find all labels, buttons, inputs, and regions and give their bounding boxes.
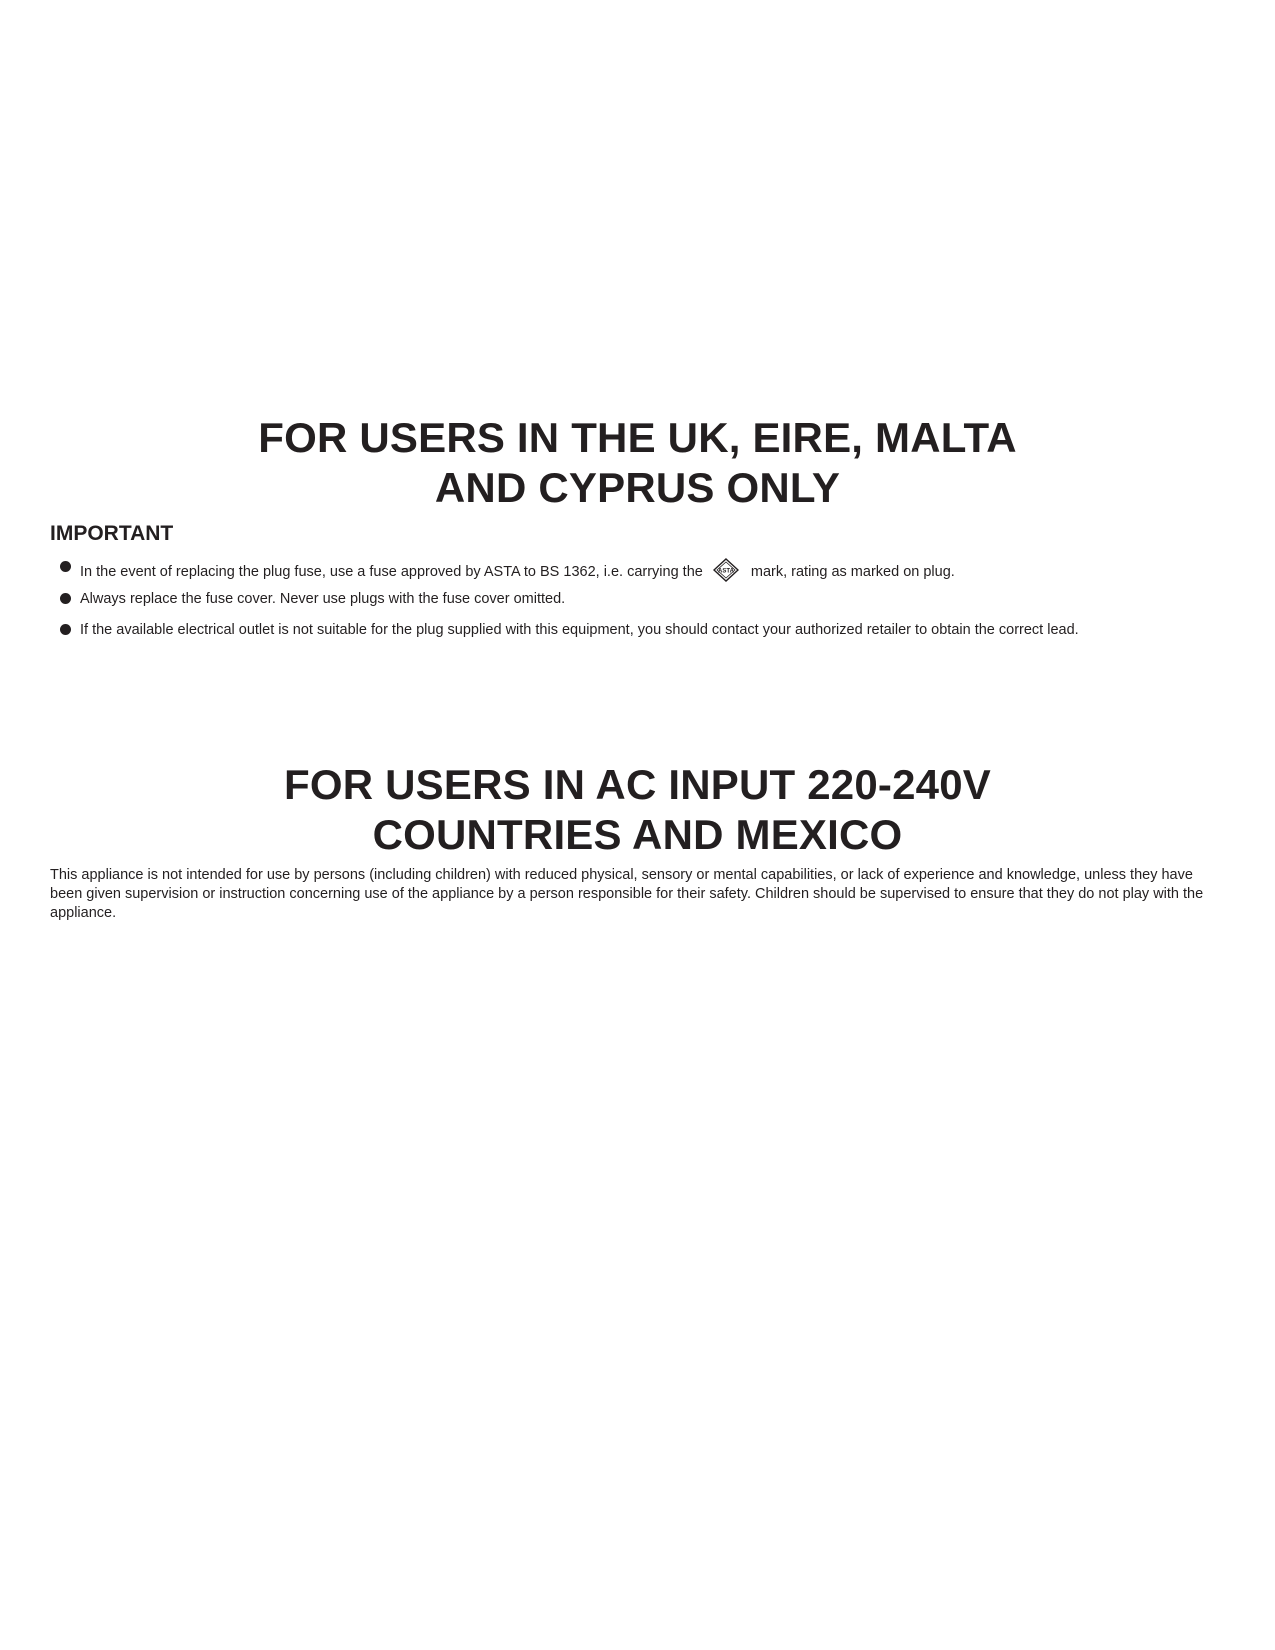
bullet-text: Always replace the fuse cover. Never use plugs with the fuse cover omitted.: [80, 590, 566, 607]
asta-mark-label: ASTA: [717, 568, 734, 575]
list-item: [58, 590, 1079, 622]
bullet-text-before-mark: In the event of replacing the plug fuse, use a fuse approved by ASTA to BS 1362, i.e. carrying the: [80, 564, 703, 580]
list-item: [58, 558, 1079, 590]
important-bullet-list: [58, 558, 1079, 653]
bullet-icon: [60, 593, 71, 604]
bullet-text: If the available electrical outlet is not suitable for the plug supplied with this equipment, you should contact your authorized retailer to obtain the correct lead.: [80, 622, 1079, 638]
ac-heading-line-1: FOR USERS IN AC INPUT 220-240V: [284, 761, 991, 808]
bullet-icon: [60, 561, 71, 572]
appliance-safety-paragraph: This appliance is not intended for use by persons (including children) with reduced physical, sensory or mental capabilities, or lack of experience and knowledge, unless they have been given supervision or instruction concerning use of the appliance by a person responsible for their safety. Children should be supervised to ensure that they do not play with the appliance.: [50, 867, 1204, 921]
uk-heading-line-2: AND CYPRUS ONLY: [434, 464, 841, 511]
ac-input-section-heading: [0, 760, 1275, 860]
list-item: [58, 621, 1079, 653]
uk-section-heading: [0, 413, 1275, 513]
uk-heading-line-1: FOR USERS IN THE UK, EIRE, MALTA: [258, 414, 1017, 461]
bullet-text-after-mark: mark, rating as marked on plug.: [750, 564, 955, 580]
ac-heading-line-2: COUNTRIES AND MEXICO: [372, 811, 903, 858]
bullet-icon: [60, 624, 71, 635]
asta-mark-icon: [713, 558, 739, 582]
important-subheading: IMPORTANT: [50, 522, 174, 545]
